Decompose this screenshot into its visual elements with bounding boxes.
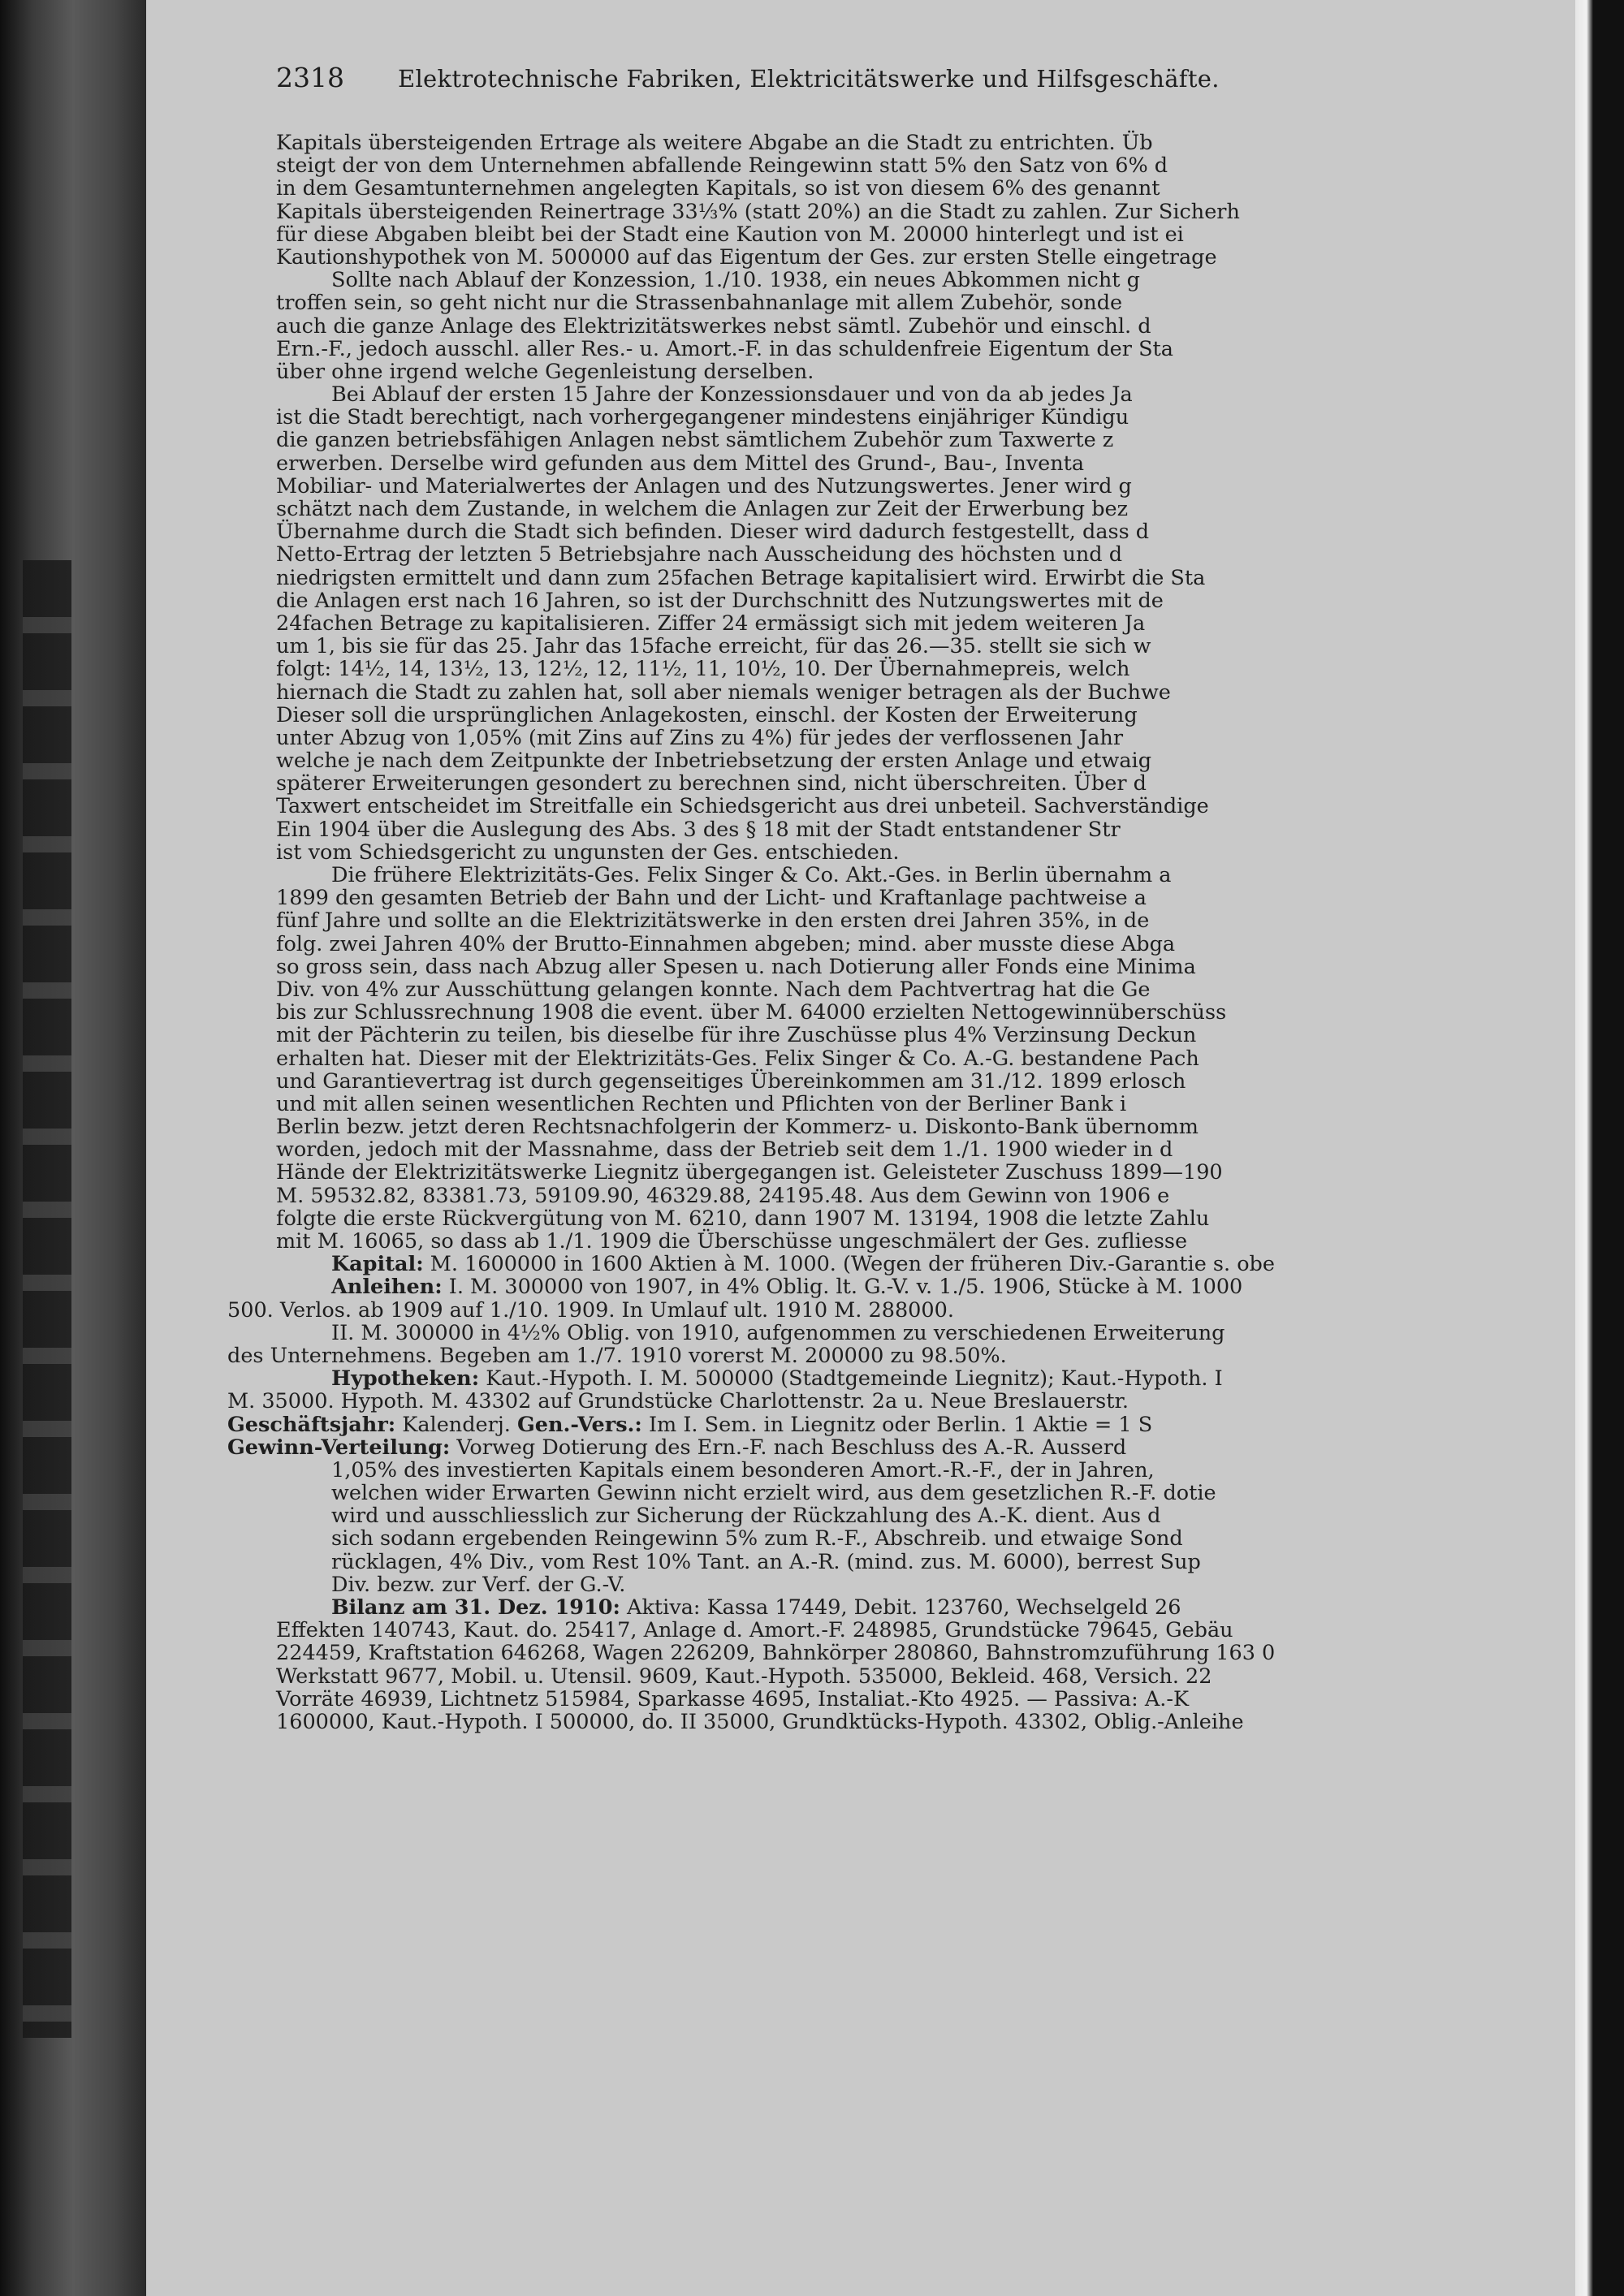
text-line <box>276 933 1559 956</box>
text-line <box>276 1367 1559 1390</box>
line-text: des Unternehmens. Begeben am 1./7. 1910 vorerst M. 200000 zu 98.50%. <box>227 1343 1007 1368</box>
line-text: die Anlagen erst nach 16 Jahren, so ist der Durchschnitt des Nutzungswertes mit de <box>276 588 1164 613</box>
line-text: Kautionshypothek von M. 500000 auf das Eigentum der Ges. zur ersten Stelle eingetrage <box>276 244 1217 270</box>
line-text: Effekten 140743, Kaut. do. 25417, Anlage d. Amort.-F. 248985, Grundstücke 79645, Gebäu <box>276 1618 1233 1643</box>
line-text: in dem Gesamtunternehmen angelegten Kapitals, so ist von diesem 6% des genannt <box>276 176 1160 201</box>
text-line <box>276 567 1559 589</box>
text-line <box>276 1688 1559 1711</box>
text-line <box>276 1459 1559 1482</box>
line-text: Ein 1904 über die Auslegung des Abs. 3 des § 18 mit der Stadt entstandener Str <box>276 817 1121 842</box>
text-line <box>276 177 1559 200</box>
line-text: troffen sein, so geht nicht nur die Strassenbahnanlage mit allem Zubehör, sonde <box>276 291 1123 316</box>
line-text: mit M. 16065, so dass ab 1./1. 1909 die Überschüsse ungeschmälert der Ges. zufliesse <box>276 1229 1188 1254</box>
text-line <box>276 1024 1559 1047</box>
text-line <box>276 749 1559 772</box>
page-header <box>276 57 1559 99</box>
line-text: über ohne irgend welche Gegenleistung derselben. <box>276 359 814 384</box>
text-line <box>276 1573 1559 1596</box>
section-label: Gen.-Vers.: <box>516 1412 642 1437</box>
text-line <box>276 291 1559 314</box>
text-line <box>276 1093 1559 1116</box>
line-text: bis zur Schlussrechnung 1908 die event. über M. 64000 erzielten Nettogewinnüberschüss <box>276 1000 1227 1025</box>
line-text: Kapitals übersteigenden Reinertrage 33⅓% (statt 20%) an die Stadt zu zahlen. Zur Sicherh <box>276 199 1240 224</box>
text-line <box>276 635 1559 658</box>
line-text: 224459, Kraftstation 646268, Wagen 226209, Bahnkörper 280860, Bahnstromzuführung 163 0 <box>276 1641 1276 1666</box>
scanned-page <box>146 0 1575 2296</box>
line-text: wird und ausschliesslich zur Sicherung der Rückzahlung des A.-K. dient. Aus d <box>331 1504 1161 1529</box>
line-text: Übernahme durch die Stadt sich befinden. Dieser wird dadurch festgestellt, dass d <box>276 520 1150 545</box>
section-label: Anleihen: <box>331 1275 443 1300</box>
text-line <box>276 1275 1559 1298</box>
text-line <box>276 818 1559 841</box>
section-label: Bilanz am 31. Dez. 1910: <box>331 1595 620 1620</box>
text-line <box>276 543 1559 566</box>
text-line <box>276 269 1559 291</box>
text-line <box>276 1138 1559 1161</box>
text-line <box>276 498 1559 520</box>
text-line <box>276 315 1559 338</box>
line-text: I. M. 300000 von 1907, in 4% Oblig. lt. G.-V. v. 1./5. 1906, Stücke à M. 1000 <box>442 1275 1243 1300</box>
line-text: Aktiva: Kassa 17449, Debit. 123760, Wechselgeld 26 <box>620 1595 1181 1620</box>
text-line <box>276 1504 1559 1527</box>
line-text: M. 59532.82, 83381.73, 59109.90, 46329.88, 24195.48. Aus dem Gewinn von 1906 e <box>276 1183 1170 1208</box>
text-line <box>227 1390 1559 1413</box>
text-line <box>227 1436 1559 1459</box>
text-line <box>276 406 1559 429</box>
text-line <box>276 1596 1559 1619</box>
paragraph <box>276 864 1559 1253</box>
line-text: und Garantievertrag ist durch gegenseitiges Übereinkommen am 31./12. 1899 erlosch <box>276 1068 1186 1094</box>
text-line <box>276 1527 1559 1550</box>
page-number: 2318 <box>276 62 344 93</box>
text-line <box>276 909 1559 932</box>
line-text: unter Abzug von 1,05% (mit Zins auf Zins zu 4%) für jedes der verflossenen Jahr <box>276 725 1124 750</box>
text-line <box>276 1207 1559 1230</box>
line-text: M. 35000. Hypoth. M. 43302 auf Grundstücke Charlottenstr. 2a u. Neue Breslauerstr. <box>227 1389 1129 1414</box>
line-text: Hände der Elektrizitätswerke Liegnitz übergegangen ist. Geleisteter Zuschuss 1899—190 <box>276 1160 1223 1185</box>
line-text: sich sodann ergebenden Reingewinn 5% zum R.-F., Abschreib. und etwaige Sond <box>331 1526 1183 1552</box>
text-line <box>276 1711 1559 1733</box>
paragraph <box>276 383 1559 864</box>
line-text: 1899 den gesamten Betrieb der Bahn und der Licht- und Kraftanlage pachtweise a <box>276 886 1147 911</box>
text-line <box>227 1413 1559 1436</box>
line-text: steigt der von dem Unternehmen abfallende Reingewinn statt 5% den Satz von 6% d <box>276 153 1168 179</box>
text-line <box>276 841 1559 864</box>
line-text: Dieser soll die ursprünglichen Anlagekosten, einschl. der Kosten der Erweiterung <box>276 702 1138 727</box>
text-line <box>276 201 1559 223</box>
text-line <box>276 795 1559 818</box>
text-line <box>276 154 1559 177</box>
text-line <box>276 475 1559 498</box>
paragraph <box>227 1252 1559 1597</box>
line-text: fünf Jahre und sollte an die Elektrizitätswerke in den ersten drei Jahren 35%, in de <box>276 908 1150 934</box>
text-line <box>276 589 1559 612</box>
text-line <box>276 520 1559 543</box>
text-line <box>276 383 1559 406</box>
line-text: folg. zwei Jahren 40% der Brutto-Einnahmen abgeben; mind. aber musste diese Abga <box>276 931 1176 956</box>
section-label: Gewinn-Verteilung: <box>227 1435 451 1460</box>
running-title: Elektrotechnische Fabriken, Elektricitätswerke und Hilfsgeschäfte. <box>398 65 1220 93</box>
book-spine <box>0 0 146 2296</box>
section-label: Geschäftsjahr: <box>227 1412 396 1437</box>
spine-stamp <box>23 560 71 2038</box>
line-text: Werkstatt 9677, Mobil. u. Utensil. 9609, Kaut.-Hypoth. 535000, Bekleid. 468, Versich. 22 <box>276 1664 1212 1689</box>
line-text: Mobiliar- und Materialwertes der Anlagen und des Nutzungswertes. Jener wird g <box>276 473 1132 498</box>
text-line <box>276 452 1559 475</box>
line-text: M. 1600000 in 1600 Aktien à M. 1000. (Wegen der früheren Div.-Garantie s. obe <box>423 1252 1275 1277</box>
line-text: ist die Stadt berechtigt, nach vorhergegangener mindestens einjähriger Kündigu <box>276 405 1129 430</box>
line-text: welche je nach dem Zeitpunkte der Inbetriebsetzung der ersten Anlage und etwaig <box>276 749 1152 774</box>
line-text: Div. bezw. zur Verf. der G.-V. <box>331 1572 626 1597</box>
text-line <box>276 1161 1559 1184</box>
line-text: 1,05% des investierten Kapitals einem besonderen Amort.-R.-F., der in Jahren, <box>331 1457 1155 1482</box>
text-line <box>276 132 1559 154</box>
line-text: um 1, bis sie für das 25. Jahr das 15fache erreicht, für das 26.—35. stellt sie sich w <box>276 634 1151 659</box>
page-text <box>227 57 1559 2281</box>
line-text: hiernach die Stadt zu zahlen hat, soll aber niemals weniger betragen als der Buchwe <box>276 680 1171 705</box>
text-line <box>276 360 1559 383</box>
text-line <box>227 1344 1559 1367</box>
line-text: 24fachen Betrage zu kapitalisieren. Ziffer 24 ermässigt sich mit jedem weiteren Ja <box>276 611 1146 636</box>
text-line <box>276 246 1559 269</box>
line-text: ist vom Schiedsgericht zu ungunsten der Ges. entschieden. <box>276 839 900 865</box>
line-text: Taxwert entscheidet im Streitfalle ein Schiedsgericht aus drei unbeteil. Sachverständige <box>276 794 1209 819</box>
text-line <box>276 681 1559 704</box>
text-line <box>276 978 1559 1001</box>
line-text: folgt: 14½, 14, 13½, 13, 12½, 12, 11½, 11, 10½, 10. Der Übernahmepreis, welch <box>276 657 1130 682</box>
line-text: welchen wider Erwarten Gewinn nicht erzielt wird, aus dem gesetzlichen R.-F. dotie <box>331 1481 1216 1506</box>
line-text: Vorweg Dotierung des Ern.-F. nach Beschluss des A.-R. Ausserd <box>450 1435 1127 1460</box>
line-text: Ern.-F., jedoch ausschl. aller Res.- u. Amort.-F. in das schuldenfreie Eigentum der Sta <box>276 336 1173 361</box>
text-line <box>276 956 1559 978</box>
line-text: Kalenderj. <box>395 1412 517 1437</box>
line-text: erwerben. Derselbe wird gefunden aus dem Mittel des Grund-, Bau-, Inventa <box>276 451 1085 476</box>
text-line <box>276 1253 1559 1275</box>
line-text: 500. Verlos. ab 1909 auf 1./10. 1909. In Umlauf ult. 1910 M. 288000. <box>227 1297 954 1323</box>
text-line <box>276 429 1559 451</box>
line-text: rücklagen, 4% Div., vom Rest 10% Tant. an A.-R. (mind. zus. M. 6000), berrest Sup <box>331 1549 1201 1574</box>
line-text: Vorräte 46939, Lichtnetz 515984, Sparkasse 4695, Instaliat.-Kto 4925. — Passiva: A.-K <box>276 1686 1190 1711</box>
line-text: so gross sein, dass nach Abzug aller Spesen u. nach Dotierung aller Fonds eine Minima <box>276 954 1196 979</box>
text-line <box>276 1185 1559 1207</box>
line-text: folgte die erste Rückvergütung von M. 6210, dann 1907 M. 13194, 1908 die letzte Zahlu <box>276 1206 1210 1231</box>
line-text: niedrigsten ermittelt und dann zum 25fachen Betrage kapitalisiert wird. Erwirbt die Sta <box>276 565 1206 590</box>
text-line <box>276 1230 1559 1253</box>
line-text: und mit allen seinen wesentlichen Rechten und Pflichten von der Berliner Bank i <box>276 1091 1127 1116</box>
line-text: Berlin bezw. jetzt deren Rechtsnachfolgerin der Kommerz- u. Diskonto-Bank übernomm <box>276 1115 1199 1140</box>
text-line <box>276 1116 1559 1138</box>
text-line <box>276 1482 1559 1504</box>
line-text: Kaut.-Hypoth. I. M. 500000 (Stadtgemeinde Liegnitz); Kaut.-Hypoth. I <box>479 1366 1223 1392</box>
line-text: auch die ganze Anlage des Elektrizitätswerkes nebst sämtl. Zubehör und einschl. d <box>276 313 1151 339</box>
line-text: Div. von 4% zur Ausschüttung gelangen konnte. Nach dem Pachtvertrag hat die Ge <box>276 977 1151 1002</box>
paragraph <box>276 1596 1559 1733</box>
text-line <box>276 772 1559 795</box>
text-line <box>276 1070 1559 1093</box>
line-text: Sollte nach Ablauf der Konzession, 1./10. 1938, ein neues Abkommen nicht g <box>331 268 1140 293</box>
text-line <box>276 612 1559 635</box>
text-line <box>276 1322 1559 1344</box>
text-line <box>276 704 1559 727</box>
text-line <box>276 338 1559 360</box>
line-text: Bei Ablauf der ersten 15 Jahre der Konzessionsdauer und von da ab jedes Ja <box>331 382 1133 408</box>
line-text: Die frühere Elektrizitäts-Ges. Felix Singer & Co. Akt.-Ges. in Berlin übernahm a <box>331 863 1172 887</box>
text-line <box>276 1665 1559 1688</box>
text-line <box>276 223 1559 246</box>
text-line <box>227 1299 1559 1322</box>
line-text: II. M. 300000 in 4½% Oblig. von 1910, aufgenommen zu verschiedenen Erweiterung <box>331 1320 1225 1345</box>
line-text: die ganzen betriebsfähigen Anlagen nebst sämtlichem Zubehör zum Taxwerte z <box>276 428 1114 453</box>
text-line <box>276 1047 1559 1070</box>
line-text: erhalten hat. Dieser mit der Elektrizitäts-Ges. Felix Singer & Co. A.-G. bestandene Pach <box>276 1046 1199 1071</box>
section-label: Hypotheken: <box>331 1366 480 1392</box>
text-line <box>276 887 1559 909</box>
text-line <box>276 1001 1559 1024</box>
page-edge <box>1575 0 1624 2296</box>
line-text: mit der Pächterin zu teilen, bis dieselbe für ihre Zuschüsse plus 4% Verzinsung Deckun <box>276 1023 1197 1048</box>
line-text: 1600000, Kaut.-Hypoth. I 500000, do. II 35000, Grundktücks-Hypoth. 43302, Oblig.-Anleihe <box>276 1709 1244 1734</box>
text-line <box>276 727 1559 749</box>
line-text: worden, jedoch mit der Massnahme, dass der Betrieb seit dem 1./1. 1900 wieder in d <box>276 1137 1173 1163</box>
line-text: Kapitals übersteigenden Ertrage als weitere Abgabe an die Stadt zu entrichten. Üb <box>276 131 1153 155</box>
line-text: Im I. Sem. in Liegnitz oder Berlin. 1 Aktie = 1 S <box>641 1412 1153 1437</box>
line-text: späterer Erweiterungen gesondert zu berechnen sind, nicht überschreiten. Über d <box>276 771 1147 796</box>
section-label: Kapital: <box>331 1252 424 1277</box>
line-text: für diese Abgaben bleibt bei der Stadt eine Kaution von M. 20000 hinterlegt und ist ei <box>276 222 1184 247</box>
text-line <box>276 1619 1559 1642</box>
body-text <box>227 131 1559 1734</box>
line-text: Netto-Ertrag der letzten 5 Betriebsjahre nach Ausscheidung des höchsten und d <box>276 542 1123 568</box>
text-line <box>276 658 1559 680</box>
text-line <box>276 1642 1559 1664</box>
text-line <box>276 864 1559 887</box>
paragraph <box>276 132 1559 383</box>
text-line <box>276 1551 1559 1573</box>
line-text: schätzt nach dem Zustande, in welchem die Anlagen zur Zeit der Erwerbung bez <box>276 497 1129 521</box>
